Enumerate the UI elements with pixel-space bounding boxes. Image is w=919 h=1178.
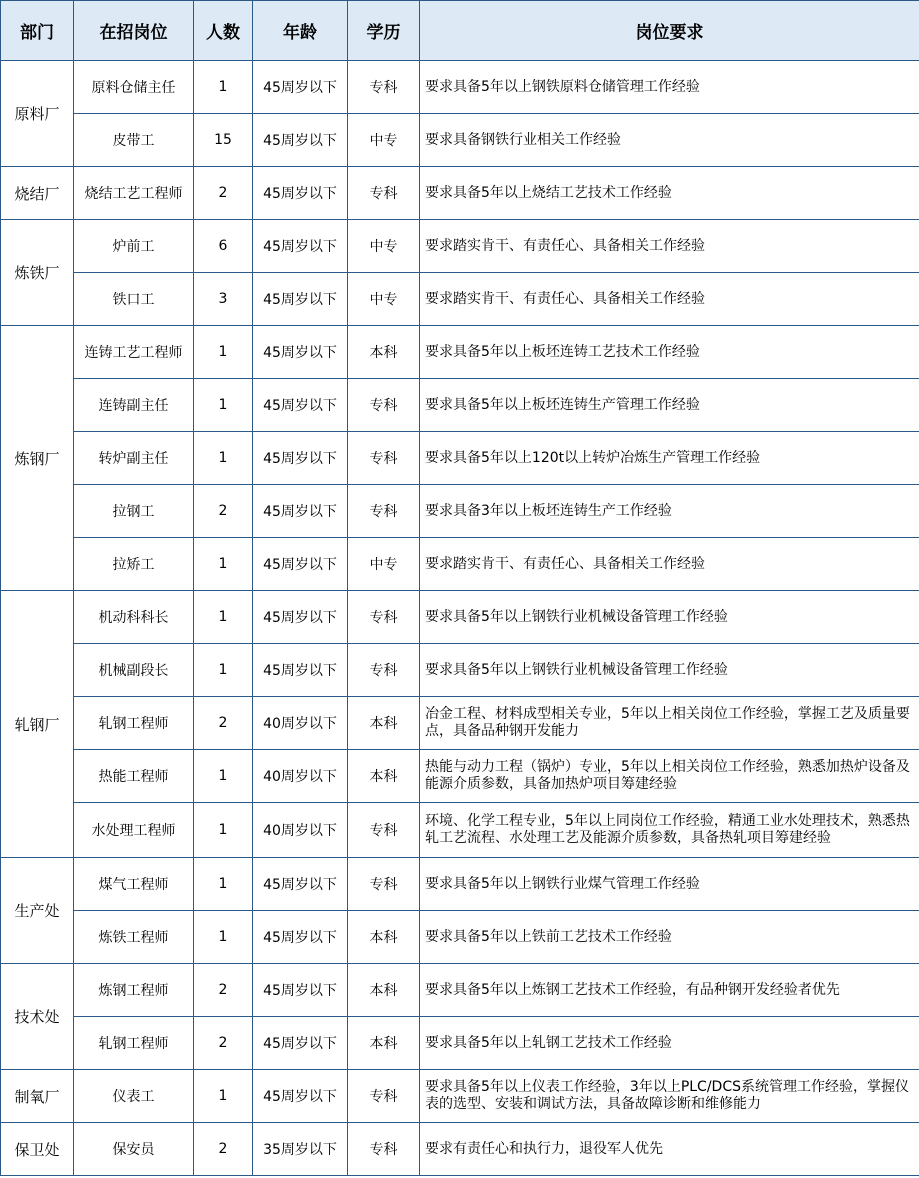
requirement-cell: 要求具备5年以上钢铁行业机械设备管理工作经验 bbox=[420, 591, 919, 644]
department-cell: 生产处 bbox=[1, 858, 74, 964]
age-cell: 45周岁以下 bbox=[253, 167, 348, 220]
department-cell: 原料厂 bbox=[1, 61, 74, 167]
education-cell: 本科 bbox=[348, 697, 420, 750]
position-cell: 煤气工程师 bbox=[74, 858, 194, 911]
requirement-cell: 要求具备5年以上钢铁原料仓储管理工作经验 bbox=[420, 61, 919, 114]
count-cell: 2 bbox=[194, 697, 253, 750]
requirement-cell: 环境、化学工程专业，5年以上同岗位工作经验，精通工业水处理技术，熟悉热轧工艺流程、水处理工艺及能源介质参数，具备热轧项目筹建经验 bbox=[420, 803, 919, 858]
table-row bbox=[1, 591, 919, 644]
count-cell: 1 bbox=[194, 803, 253, 858]
age-cell: 45周岁以下 bbox=[253, 644, 348, 697]
age-cell: 45周岁以下 bbox=[253, 61, 348, 114]
requirement-cell: 要求具备5年以上炼钢工艺技术工作经验，有品种钢开发经验者优先 bbox=[420, 964, 919, 1017]
count-cell: 1 bbox=[194, 326, 253, 379]
requirement-cell: 要求踏实肯干、有责任心、具备相关工作经验 bbox=[420, 220, 919, 273]
table-row bbox=[1, 1070, 919, 1123]
requirement-cell: 要求具备5年以上仪表工作经验，3年以上PLC/DCS系统管理工作经验，掌握仪表的选型、安装和调试方法，具备故障诊断和维修能力 bbox=[420, 1070, 919, 1123]
age-cell: 45周岁以下 bbox=[253, 379, 348, 432]
department-cell: 炼铁厂 bbox=[1, 220, 74, 326]
education-cell: 专科 bbox=[348, 1123, 420, 1176]
table-row bbox=[1, 803, 919, 858]
count-cell: 2 bbox=[194, 1017, 253, 1070]
table-row bbox=[1, 220, 919, 273]
header-row bbox=[1, 1, 919, 61]
education-cell: 专科 bbox=[348, 803, 420, 858]
age-cell: 45周岁以下 bbox=[253, 326, 348, 379]
table-row bbox=[1, 1123, 919, 1176]
requirement-cell: 要求踏实肯干、有责任心、具备相关工作经验 bbox=[420, 538, 919, 591]
education-cell: 专科 bbox=[348, 61, 420, 114]
table-body bbox=[1, 61, 919, 1176]
education-cell: 本科 bbox=[348, 1017, 420, 1070]
count-cell: 1 bbox=[194, 591, 253, 644]
position-cell: 炼铁工程师 bbox=[74, 911, 194, 964]
position-cell: 拉矫工 bbox=[74, 538, 194, 591]
position-cell: 机械副段长 bbox=[74, 644, 194, 697]
department-cell: 炼钢厂 bbox=[1, 326, 74, 591]
age-cell: 45周岁以下 bbox=[253, 1070, 348, 1123]
age-cell: 45周岁以下 bbox=[253, 591, 348, 644]
table-row bbox=[1, 750, 919, 803]
age-cell: 45周岁以下 bbox=[253, 858, 348, 911]
position-cell: 皮带工 bbox=[74, 114, 194, 167]
table-row bbox=[1, 273, 919, 326]
count-cell: 1 bbox=[194, 750, 253, 803]
age-cell: 45周岁以下 bbox=[253, 432, 348, 485]
position-cell: 连铸副主任 bbox=[74, 379, 194, 432]
position-cell: 机动科科长 bbox=[74, 591, 194, 644]
position-cell: 保安员 bbox=[74, 1123, 194, 1176]
table-row bbox=[1, 911, 919, 964]
age-cell: 45周岁以下 bbox=[253, 538, 348, 591]
age-cell: 45周岁以下 bbox=[253, 485, 348, 538]
count-cell: 2 bbox=[194, 485, 253, 538]
count-cell: 3 bbox=[194, 273, 253, 326]
count-cell: 2 bbox=[194, 1123, 253, 1176]
education-cell: 本科 bbox=[348, 326, 420, 379]
education-cell: 中专 bbox=[348, 273, 420, 326]
table-row bbox=[1, 644, 919, 697]
requirement-cell: 要求具备5年以上钢铁行业机械设备管理工作经验 bbox=[420, 644, 919, 697]
age-cell: 45周岁以下 bbox=[253, 964, 348, 1017]
requirement-cell: 要求具备5年以上板坯连铸工艺技术工作经验 bbox=[420, 326, 919, 379]
education-cell: 专科 bbox=[348, 591, 420, 644]
count-cell: 15 bbox=[194, 114, 253, 167]
position-cell: 烧结工艺工程师 bbox=[74, 167, 194, 220]
position-cell: 热能工程师 bbox=[74, 750, 194, 803]
requirement-cell: 热能与动力工程（锅炉）专业，5年以上相关岗位工作经验，熟悉加热炉设备及能源介质参数，具备加热炉项目筹建经验 bbox=[420, 750, 919, 803]
header-requirements: 岗位要求 bbox=[420, 1, 919, 61]
department-cell: 保卫处 bbox=[1, 1123, 74, 1176]
requirement-cell: 要求具备5年以上钢铁行业煤气管理工作经验 bbox=[420, 858, 919, 911]
age-cell: 40周岁以下 bbox=[253, 803, 348, 858]
position-cell: 轧钢工程师 bbox=[74, 697, 194, 750]
table-row bbox=[1, 114, 919, 167]
position-cell: 炼钢工程师 bbox=[74, 964, 194, 1017]
age-cell: 40周岁以下 bbox=[253, 697, 348, 750]
education-cell: 本科 bbox=[348, 750, 420, 803]
age-cell: 45周岁以下 bbox=[253, 273, 348, 326]
requirement-cell: 要求有责任心和执行力，退役军人优先 bbox=[420, 1123, 919, 1176]
table-row bbox=[1, 61, 919, 114]
department-cell: 技术处 bbox=[1, 964, 74, 1070]
education-cell: 专科 bbox=[348, 167, 420, 220]
header-position: 在招岗位 bbox=[74, 1, 194, 61]
department-cell: 轧钢厂 bbox=[1, 591, 74, 858]
table-row bbox=[1, 538, 919, 591]
requirement-cell: 要求踏实肯干、有责任心、具备相关工作经验 bbox=[420, 273, 919, 326]
education-cell: 专科 bbox=[348, 379, 420, 432]
header-age: 年龄 bbox=[253, 1, 348, 61]
header-count: 人数 bbox=[194, 1, 253, 61]
education-cell: 中专 bbox=[348, 220, 420, 273]
position-cell: 炉前工 bbox=[74, 220, 194, 273]
requirement-cell: 要求具备5年以上烧结工艺技术工作经验 bbox=[420, 167, 919, 220]
requirement-cell: 要求具备3年以上板坯连铸生产工作经验 bbox=[420, 485, 919, 538]
table-row bbox=[1, 858, 919, 911]
education-cell: 本科 bbox=[348, 911, 420, 964]
requirement-cell: 要求具备5年以上120t以上转炉冶炼生产管理工作经验 bbox=[420, 432, 919, 485]
position-cell: 铁口工 bbox=[74, 273, 194, 326]
requirement-cell: 要求具备钢铁行业相关工作经验 bbox=[420, 114, 919, 167]
requirement-cell: 要求具备5年以上板坯连铸生产管理工作经验 bbox=[420, 379, 919, 432]
requirement-cell: 冶金工程、材料成型相关专业，5年以上相关岗位工作经验，掌握工艺及质量要点，具备品种钢开发能力 bbox=[420, 697, 919, 750]
table-row bbox=[1, 379, 919, 432]
department-cell: 烧结厂 bbox=[1, 167, 74, 220]
education-cell: 专科 bbox=[348, 858, 420, 911]
education-cell: 本科 bbox=[348, 964, 420, 1017]
education-cell: 专科 bbox=[348, 644, 420, 697]
position-cell: 拉钢工 bbox=[74, 485, 194, 538]
table-row bbox=[1, 167, 919, 220]
age-cell: 35周岁以下 bbox=[253, 1123, 348, 1176]
table-row bbox=[1, 432, 919, 485]
table-row bbox=[1, 697, 919, 750]
count-cell: 1 bbox=[194, 379, 253, 432]
count-cell: 1 bbox=[194, 538, 253, 591]
table-row bbox=[1, 964, 919, 1017]
requirement-cell: 要求具备5年以上铁前工艺技术工作经验 bbox=[420, 911, 919, 964]
count-cell: 1 bbox=[194, 61, 253, 114]
education-cell: 中专 bbox=[348, 114, 420, 167]
position-cell: 水处理工程师 bbox=[74, 803, 194, 858]
position-cell: 连铸工艺工程师 bbox=[74, 326, 194, 379]
position-cell: 轧钢工程师 bbox=[74, 1017, 194, 1070]
table-row bbox=[1, 1017, 919, 1070]
count-cell: 6 bbox=[194, 220, 253, 273]
count-cell: 1 bbox=[194, 432, 253, 485]
table-header bbox=[1, 1, 919, 61]
count-cell: 1 bbox=[194, 911, 253, 964]
age-cell: 45周岁以下 bbox=[253, 911, 348, 964]
education-cell: 专科 bbox=[348, 1070, 420, 1123]
age-cell: 45周岁以下 bbox=[253, 1017, 348, 1070]
education-cell: 专科 bbox=[348, 432, 420, 485]
count-cell: 2 bbox=[194, 964, 253, 1017]
count-cell: 1 bbox=[194, 644, 253, 697]
table-row bbox=[1, 326, 919, 379]
header-department: 部门 bbox=[1, 1, 74, 61]
position-cell: 转炉副主任 bbox=[74, 432, 194, 485]
count-cell: 1 bbox=[194, 1070, 253, 1123]
age-cell: 40周岁以下 bbox=[253, 750, 348, 803]
requirement-cell: 要求具备5年以上轧钢工艺技术工作经验 bbox=[420, 1017, 919, 1070]
count-cell: 1 bbox=[194, 858, 253, 911]
header-education: 学历 bbox=[348, 1, 420, 61]
age-cell: 45周岁以下 bbox=[253, 220, 348, 273]
age-cell: 45周岁以下 bbox=[253, 114, 348, 167]
position-cell: 原料仓储主任 bbox=[74, 61, 194, 114]
department-cell: 制氧厂 bbox=[1, 1070, 74, 1123]
education-cell: 中专 bbox=[348, 538, 420, 591]
position-cell: 仪表工 bbox=[74, 1070, 194, 1123]
education-cell: 专科 bbox=[348, 485, 420, 538]
table-row bbox=[1, 485, 919, 538]
count-cell: 2 bbox=[194, 167, 253, 220]
